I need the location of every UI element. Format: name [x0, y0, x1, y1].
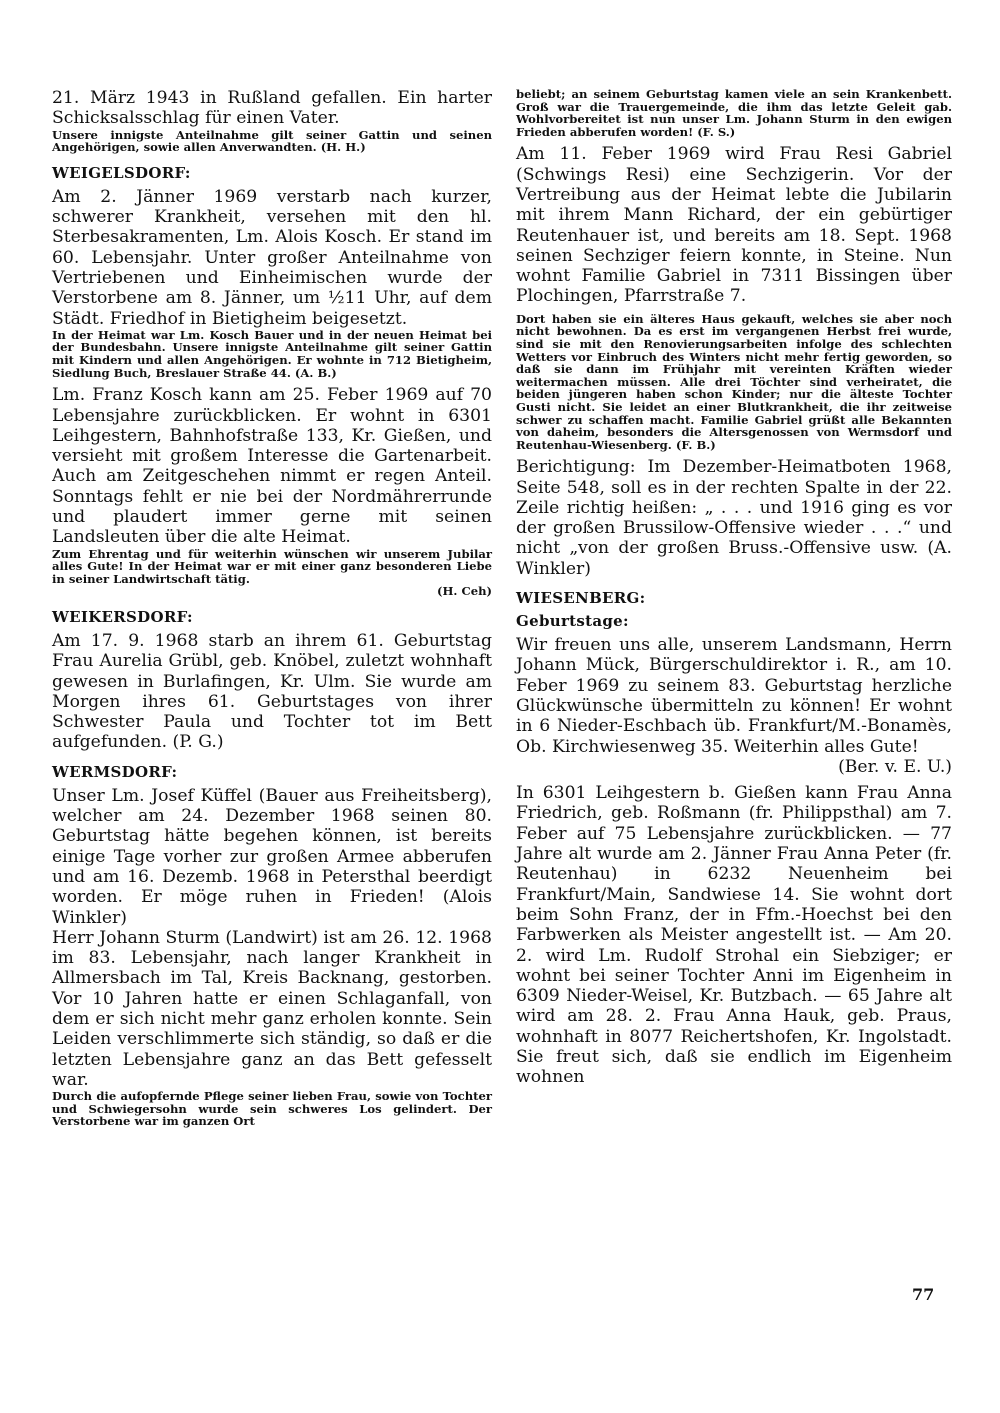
- article-note: In der Heimat war Lm. Kosch Bauer und in der neuen Heimat bei der Bundesbahn. Unsere innigste Anteilnahme gilt seiner Gattin mit Kindern und allen Angehörigen. Er wohnte in 712 Bietigheim, Siedlung Buch, Breslauer Straße 44. (A. B.): [52, 327, 492, 380]
- article-text: Unser Lm. Josef Küffel (Bauer aus Freiheitsberg), welcher am 24. Dezember 1968 seinen 80. Geburtstag hätte begehen können, ist bereits einige Tage vorher zur großen Armee abberufen und am 16. Dezemb. 1968 in Petersthal beerdigt worden. Er möge ruhen in Frieden! (Alois Winkler): [52, 785, 492, 928]
- section-heading-weigelsdorf: WEIGELSDORF:: [52, 163, 191, 182]
- article-note: Dort haben sie ein älteres Haus gekauft, welches sie aber noch nicht bewohnen. Da es erst im vergangenen Herbst frei wurde, sind sie mit den Renovierungsarbeiten infolge des schlechten Wetters vor Einbruch des Winters nicht mehr fertig geworden, so daß sie dann im Frühjahr mit vereinten Kräften wieder weitermachen müssen. Alle drei Töchter sind verheiratet, die beiden jüngeren haben schon Kinder; nur die älteste Tochter Gusti nicht. Sie leidet an einer Blutkrankheit, die ihr zeitweise schwer zu schaffen macht. Familie Gabriel grüßt alle Bekannten von daheim, besonders die Altersgenossen von Wermsdorf und Reutenhau-Wiesenberg. (F. B.): [516, 311, 952, 452]
- article-text: Herr Johann Sturm (Landwirt) ist am 26. 12. 1968 im 83. Lebensjahr, nach langer Krankheit in Allmersbach im Tal, Kreis Backnang, gestorben. Vor 10 Jahren hatte er einen Schlaganfall, von dem er sich nicht mehr ganz erholen konnte. Sein Leiden verschlimmerte sich ständig, so daß er die letzten Lebensjahre ganz an das Bett gefesselt war.: [52, 927, 492, 1090]
- section-heading-wiesenberg: WIESENBERG:: [516, 589, 646, 608]
- article-text: Lm. Franz Kosch kann am 25. Feber 1969 auf 70 Lebensjahre zurückblicken. Er wohnt in 6301 Leihgestern, Bahnhofstraße 133, Kr. Gießen, und versieht mit großem Interesse die Gartenarbeit. Auch am Zeitgeschehen nimmt er regen Anteil. Sonntags fehlt er nie bei der Nordmährerrunde und plaudert immer gerne mit seinen Landsleuten über die alte Heimat.: [52, 385, 492, 548]
- page-number: 77: [912, 1285, 935, 1304]
- article-text: Am 2. Jänner 1969 verstarb nach kurzer, schwerer Krankheit, versehen mit den hl. Sterbesakramenten, Lm. Alois Kosch. Er stand im 60. Lebensjahr. Unter großer Anteilnahme von Vertriebenen und Einheimischen wurde der Verstorbene am 8. Jänner, um ½11 Uhr, auf dem Städt. Friedhof in Bietigheim beigesetzt.: [52, 186, 492, 329]
- article-text: In 6301 Leihgestern b. Gießen kann Frau Anna Friedrich, geb. Roßmann (fr. Philippsthal) am 7. Feber auf 75 Lebensjahre zurückblicken. — 77 Jahre alt wurde am 2. Jänner Frau Anna Peter (fr. Reutenhau) in 6232 Neuenheim bei Frankfurt/Main, Sandwiese 14. Sie wohnt dort beim Sohn Franz, der in Ffm.-Hoechst bei den Farbwerken als Meister angestellt ist. — Am 20. 2. wird Lm. Rudolf Strohal ein Siebziger; er wohnt bei seiner Tochter Anni im Eigenheim in 6309 Nieder-Weisel, Kr. Butzbach. — 65 Jahre alt wird am 28. 2. Frau Anna Hauk, geb. Praus, wohnhaft in 8077 Reichertshofen, Kr. Ingolstadt. Sie freut sich, daß sie endlich im Eigenheim wohnen: [516, 783, 952, 1088]
- article-text: Am 11. Feber 1969 wird Frau Resi Gabriel (Schwings Resi) eine Sechzigerin. Vor der Vertreibung aus der Heimat lebte die Jubilarin mit ihrem Mann Richard, der ein gebürtiger Reutenhauer ist, und bereits am 18. Sept. 1968 seinen Sechziger feiern konnte, in Steine. Nun wohnt Familie Gabriel in 7311 Bissingen über Plochingen, Pfarrstraße 7.: [516, 144, 952, 307]
- subheading-geburtstage: Geburtstage:: [516, 612, 629, 631]
- article-note: Zum Ehrentag und für weiterhin wünschen wir unserem Jubilar alles Gute! In der Heimat war er mit einer ganz besonderen Liebe in seiner Landwirtschaft tätig.: [52, 546, 492, 586]
- article-text: Am 17. 9. 1968 starb an ihrem 61. Geburtstag Frau Aurelia Grübl, geb. Knöbel, zuletzt wohnhaft gewesen in Burlafingen, Kr. Ulm. Sie wurde am Morgen ihres 61. Geburtstages von ihrer Schwester Paula und Tochter tot im Bett aufgefunden. (P. G.): [52, 630, 492, 753]
- article-note: beliebt; an seinem Geburtstag kamen viele an sein Krankenbett. Groß war die Trauergemeinde, die ihm das letzte Geleit gab. Wohlvorbereitet ist nun unser Lm. Johann Sturm in den ewigen Frieden abberufen worden! (F. S.): [516, 87, 952, 139]
- article-note: Durch die aufopfernde Pflege seiner lieben Frau, sowie von Tochter und Schwiegersohn wurde sein schweres Los gelindert. Der Verstorbene war im ganzen Ort: [52, 1089, 492, 1129]
- article-text: Wir freuen uns alle, unserem Landsmann, Herrn Johann Mück, Bürgerschuldirektor i. R., am 10. Feber 1969 zu seinem 83. Geburtstag herzliche Glückwünsche übermitteln zu können! Er wohnt in 6 Nieder-Eschbach üb. Frankfurt/M.-Bonamès, Ob. Kirchwiesenweg 35. Weiterhin alles Gute!: [516, 635, 952, 757]
- article-signature: (Ber. v. E. U.): [838, 756, 952, 777]
- right-column: [516, 88, 952, 1088]
- article-text: Berichtigung: Im Dezember-Heimatboten 1968, Seite 548, soll es in der rechten Spalte in der 22. Zeile richtig heißen: „ . . . und 1916 ging es vor der großen Brussilow-Offensive wieder . . .“ und nicht „von der großen Bruss.-Offensive usw. (A. Winkler): [516, 457, 952, 579]
- left-column: [52, 88, 492, 1128]
- section-heading-weikersdorf: WEIKERSDORF:: [52, 607, 193, 626]
- article-note: Unsere innigste Anteilnahme gilt seiner Gattin und seinen Angehörigen, sowie allen Anverwandten. (H. H.): [52, 127, 492, 155]
- article-signature: (H. Ceh): [436, 584, 492, 599]
- section-heading-wermsdorf: WERMSDORF:: [52, 762, 178, 781]
- article-text: 21. März 1943 in Rußland gefallen. Ein harter Schicksalsschlag für einen Vater.: [52, 88, 492, 129]
